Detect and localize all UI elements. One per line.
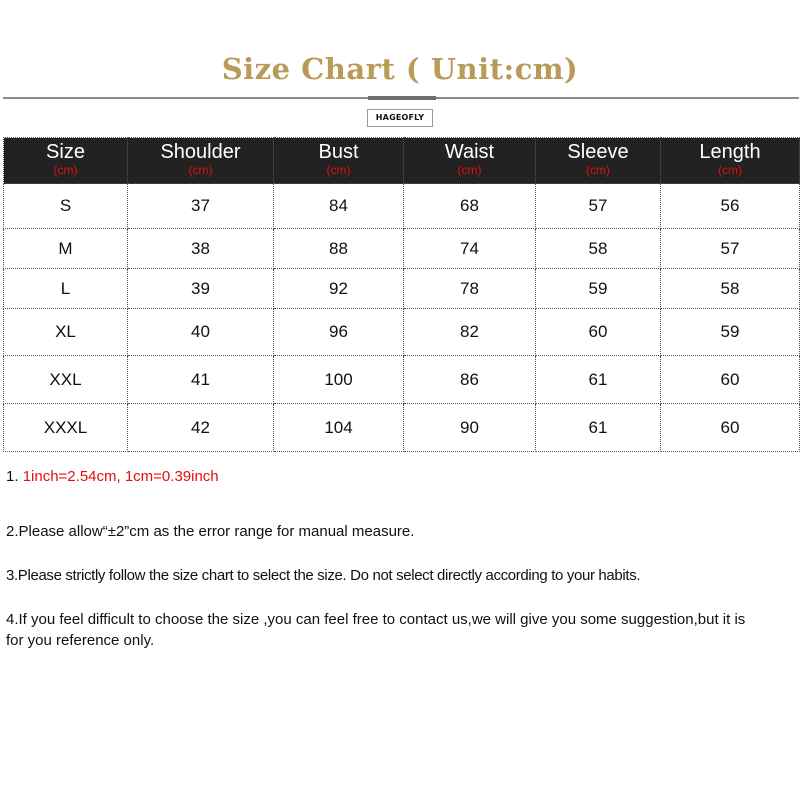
cell-length: 56 [661,184,800,229]
cell-bust: 84 [274,184,404,229]
cell-length: 60 [661,404,800,452]
cell-waist: 86 [404,356,536,404]
cell-size: XXL [4,356,128,404]
cell-size: M [4,229,128,269]
column-header-shoulder: Shoulder (cm) [128,138,274,184]
cell-shoulder: 41 [128,356,274,404]
table-header-row [4,138,800,184]
brand-label: HAGEOFLY [367,109,433,127]
table-row [4,269,800,309]
column-header-waist: Waist (cm) [404,138,536,184]
cell-sleeve: 58 [536,229,661,269]
column-header-length: Length (cm) [661,138,800,184]
cell-waist: 74 [404,229,536,269]
cell-size: XXXL [4,404,128,452]
cell-shoulder: 40 [128,309,274,356]
cell-length: 57 [661,229,800,269]
page-title: Size Chart ( Unit:cm) [221,52,579,86]
cell-bust: 100 [274,356,404,404]
cell-sleeve: 59 [536,269,661,309]
table-row [4,404,800,452]
cell-sleeve: 61 [536,356,661,404]
size-table [3,137,800,452]
cell-bust: 88 [274,229,404,269]
cell-waist: 78 [404,269,536,309]
cell-bust: 96 [274,309,404,356]
cell-shoulder: 38 [128,229,274,269]
cell-waist: 68 [404,184,536,229]
cell-size: XL [4,309,128,356]
cell-sleeve: 61 [536,404,661,452]
conversion-text: 1inch=2.54cm, 1cm=0.39inch [22,468,219,485]
note-error-range: 2.Please allow“±2”cm as the error range for manual measure. [6,523,415,540]
column-header-bust: Bust (cm) [274,138,404,184]
cell-sleeve: 57 [536,184,661,229]
note-contact: 4.If you feel difficult to choose the size ,you can feel free to contact us,we will give you some suggestion,but it is for you reference only. [6,611,746,649]
cell-bust: 92 [274,269,404,309]
cell-shoulder: 39 [128,269,274,309]
cell-size: S [4,184,128,229]
cell-waist: 90 [404,404,536,452]
table-row [4,356,800,404]
cell-shoulder: 42 [128,404,274,452]
cell-length: 60 [661,356,800,404]
column-header-size: Size (cm) [4,138,128,184]
cell-length: 58 [661,269,800,309]
cell-shoulder: 37 [128,184,274,229]
column-header-sleeve: Sleeve (cm) [536,138,661,184]
cell-size: L [4,269,128,309]
cell-bust: 104 [274,404,404,452]
cell-length: 59 [661,309,800,356]
table-row [4,309,800,356]
table-row [4,229,800,269]
title-divider-accent [368,96,436,100]
cell-sleeve: 60 [536,309,661,356]
note-follow-chart: 3.Please strictly follow the size chart to select the size. Do not select directly according to your habits. [6,567,641,584]
table-row [4,184,800,229]
cell-waist: 82 [404,309,536,356]
note-conversion: 1. 1inch=2.54cm, 1cm=0.39inch [6,468,219,485]
